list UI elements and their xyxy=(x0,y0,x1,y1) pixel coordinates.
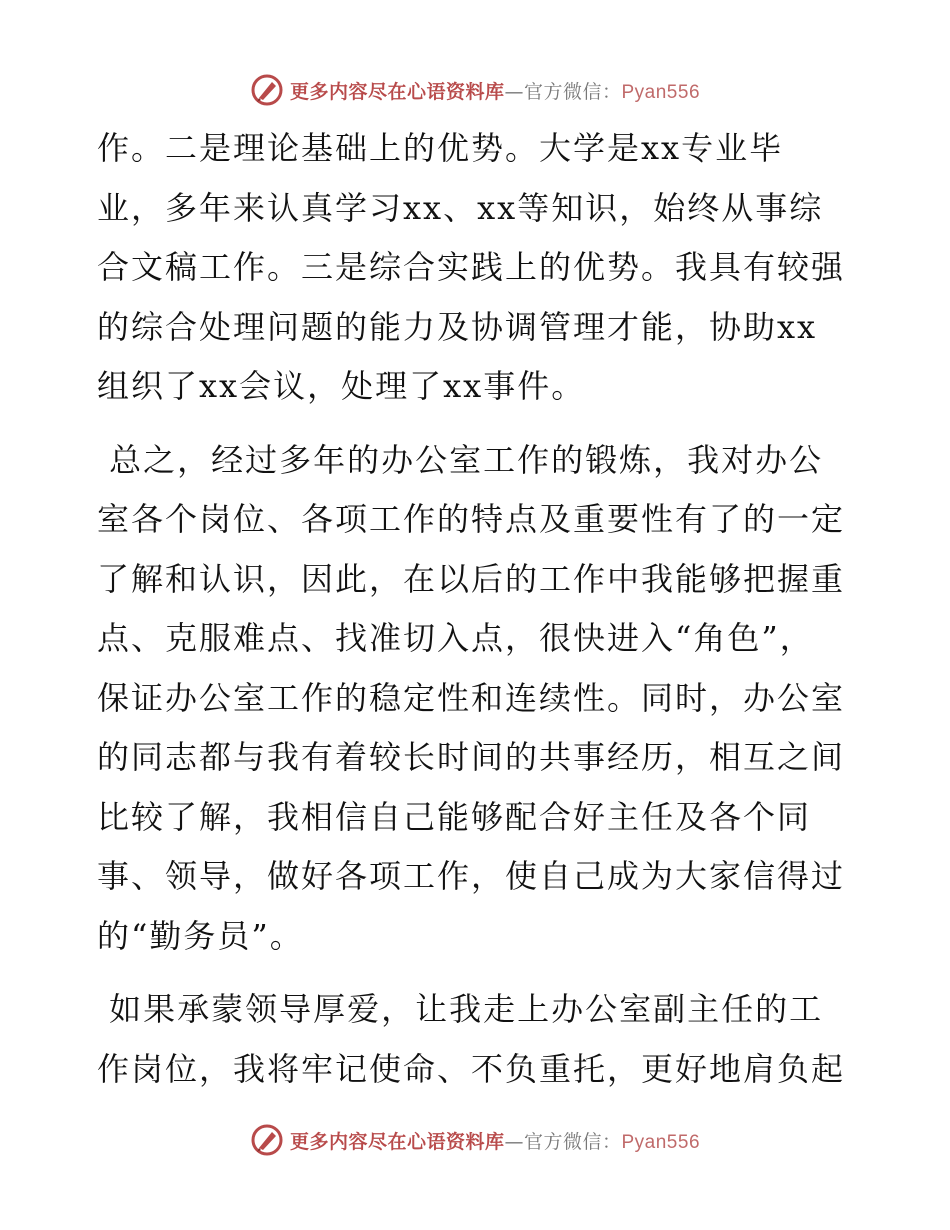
text-line: 的同志都与我有着较长时间的共事经历，相互之间 xyxy=(97,738,846,776)
paragraph-3 xyxy=(97,980,857,1099)
text-line: 作。二是理论基础上的优势。大学是xx专业毕 xyxy=(97,129,784,167)
text-line: 了解和认识，因此，在以后的工作中我能够把握重 xyxy=(97,559,846,598)
text-line: 合文稿工作。三是综合实践上的优势。我具有较强 xyxy=(97,248,846,286)
watermark-part3: Pyan556 xyxy=(621,1131,701,1153)
watermark-text xyxy=(290,1127,700,1154)
paragraph-2 xyxy=(97,431,857,967)
paragraph-gap xyxy=(97,417,857,431)
footer-watermark xyxy=(0,1120,950,1160)
watermark-part2: —官方微信： xyxy=(504,80,622,103)
pen-logo-icon xyxy=(250,1123,284,1157)
text-line: 作岗位，我将牢记使命、不负重托，更好地肩负起 xyxy=(97,1049,846,1088)
watermark-text xyxy=(290,77,700,104)
text-line: 点、克服难点、找准切入点，很快进入“角色”， xyxy=(97,619,814,657)
watermark-part3: Pyan556 xyxy=(621,81,701,103)
watermark-part2: —官方微信： xyxy=(504,1130,622,1153)
text-line: 室各个岗位、各项工作的特点及重要性有了的一定 xyxy=(97,500,846,538)
paragraph-gap xyxy=(97,966,857,980)
text-line: 如果承蒙领导厚爱，让我走上办公室副主任的工 xyxy=(97,990,824,1028)
text-line: 的综合处理问题的能力及协调管理才能，协助xx xyxy=(97,307,818,346)
pen-logo-icon xyxy=(250,73,284,107)
document-body xyxy=(97,119,857,1099)
text-line: 事、领导，做好各项工作，使自己成为大家信得过 xyxy=(97,857,846,895)
text-line: 组织了xx会议，处理了xx事件。 xyxy=(97,367,586,405)
text-line: 业，多年来认真学习xx、xx等知识，始终从事综 xyxy=(97,188,824,227)
text-line: 比较了解，我相信自己能够配合好主任及各个同 xyxy=(97,797,812,836)
watermark-part1: 更多内容尽在心语资料库 xyxy=(289,80,505,103)
text-line: 总之，经过多年的办公室工作的锻炼，我对办公 xyxy=(97,440,824,479)
header-watermark xyxy=(0,70,950,110)
watermark-part1: 更多内容尽在心语资料库 xyxy=(289,1130,505,1153)
paragraph-1 xyxy=(97,119,857,417)
text-line: 保证办公室工作的稳定性和连续性。同时，办公室 xyxy=(97,678,846,717)
text-line: 的“勤务员”。 xyxy=(97,916,304,955)
